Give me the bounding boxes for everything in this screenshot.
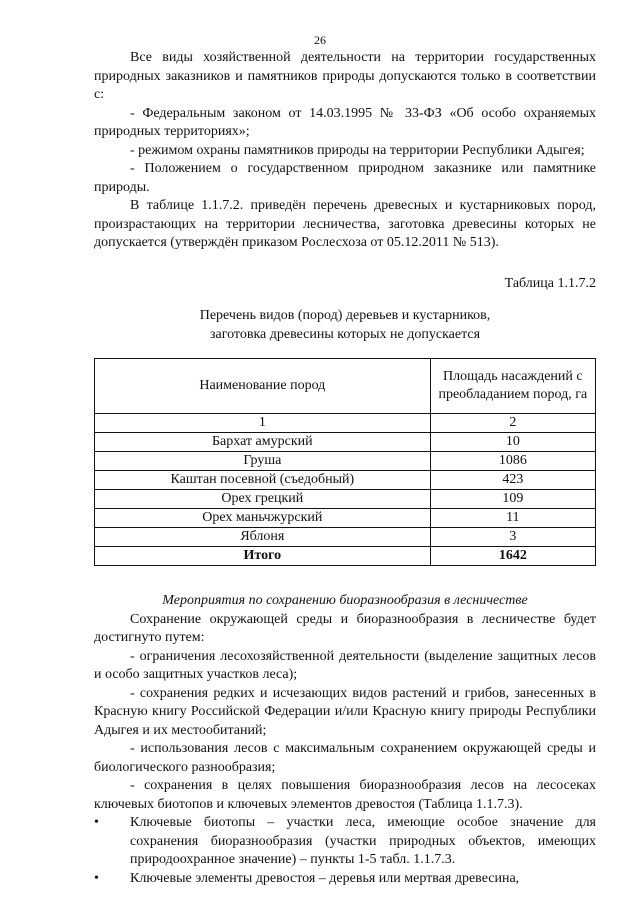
paragraph-regulation: - Положением о государственном природном заказнике или памятнике природы. [94, 161, 596, 195]
table-row [95, 528, 596, 547]
table-header-row [95, 359, 596, 414]
table-total-row [95, 547, 596, 566]
bullet-item [94, 814, 596, 870]
table-row [95, 471, 596, 490]
index-col2: 2 [430, 414, 595, 433]
species-name: Орех грецкий [95, 490, 431, 509]
total-label: Итого [95, 547, 431, 566]
species-area: 1086 [430, 452, 595, 471]
paragraph-table-ref: В таблице 1.1.7.2. приведён перечень древесных и кустарниковых пород, произрастающих на территории лесничества, заготовка древесины которых не допускается (утверждён приказом Рослесхоза от 05.12.2011 № 513). [94, 198, 596, 250]
species-area: 109 [430, 490, 595, 509]
paragraph-intro: Все виды хозяйственной деятельности на территории государственных природных заказников и памятников природы допускаются только в соответствии с: [94, 50, 596, 102]
section-intro: Сохранение окружающей среды и биоразнообразия в лесничестве будет достигнуто путем: [94, 611, 596, 645]
bullet-text: Ключевые элементы древостоя – деревья или мертвая древесина, [130, 870, 520, 886]
table-row [95, 509, 596, 528]
species-name: Бархат амурский [95, 433, 431, 452]
table-row [95, 433, 596, 452]
species-name: Груша [95, 452, 431, 471]
species-area: 11 [430, 509, 595, 528]
paragraph-regime: - режимом охраны памятников природы на территории Республики Адыгея; [130, 142, 585, 158]
species-area: 10 [430, 433, 595, 452]
species-name: Яблоня [95, 528, 431, 547]
section-item: - сохранения редких и исчезающих видов растений и грибов, занесенных в Красную книгу Российской Федерации и/или Красную книгу природы Республики Адыгея и их местообитаний; [94, 685, 596, 738]
bullet-mark: • [94, 870, 99, 886]
bullet-text: Ключевые биотопы – участки леса, имеющие особое значение для сохранения биоразнообразия (участки природных объектов, имеющих природоохранное значение) – пункты 1-5 табл. 1.1.7.3. [130, 815, 596, 867]
header-area: Площадь насаждений с преобладанием пород, га [430, 359, 595, 414]
table-title-line2: заготовка древесины которых не допускается [209, 326, 481, 342]
section-item: - ограничения лесохозяйственной деятельности (выделение защитных лесов и особо защитных участков леса); [94, 648, 596, 682]
table-number: Таблица 1.1.7.2 [504, 275, 596, 291]
species-area: 3 [430, 528, 595, 547]
bullet-mark: • [94, 815, 99, 830]
index-col1: 1 [95, 414, 431, 433]
species-table [94, 358, 596, 566]
species-area: 423 [430, 471, 595, 490]
species-name: Орех маньчжурский [95, 509, 431, 528]
bullet-item [94, 870, 596, 889]
page-body [94, 49, 596, 888]
table-title-line1: Перечень видов (пород) деревьев и кустарников, [199, 308, 491, 323]
page-number: 26 [314, 33, 326, 47]
species-name: Каштан посевной (съедобный) [95, 471, 431, 490]
section-item: - сохранения в целях повышения биоразнообразия лесов на лесосеках ключевых биотопов и ключевых элементов древостоя (Таблица 1.1.7.3). [94, 778, 596, 812]
section-title: Мероприятия по сохранению биоразнообразия в лесничестве [162, 593, 528, 608]
total-value: 1642 [430, 547, 595, 566]
table-row [95, 490, 596, 509]
paragraph-law: - Федеральным законом от 14.03.1995 № 33-ФЗ «Об особо охраняемых природных территориях»; [94, 105, 596, 139]
header-species-name: Наименование пород [95, 359, 431, 414]
table-index-row [95, 414, 596, 433]
table-row [95, 452, 596, 471]
section-item: - использования лесов с максимальным сохранением окружающей среды и биологического разнообразия; [94, 741, 596, 775]
